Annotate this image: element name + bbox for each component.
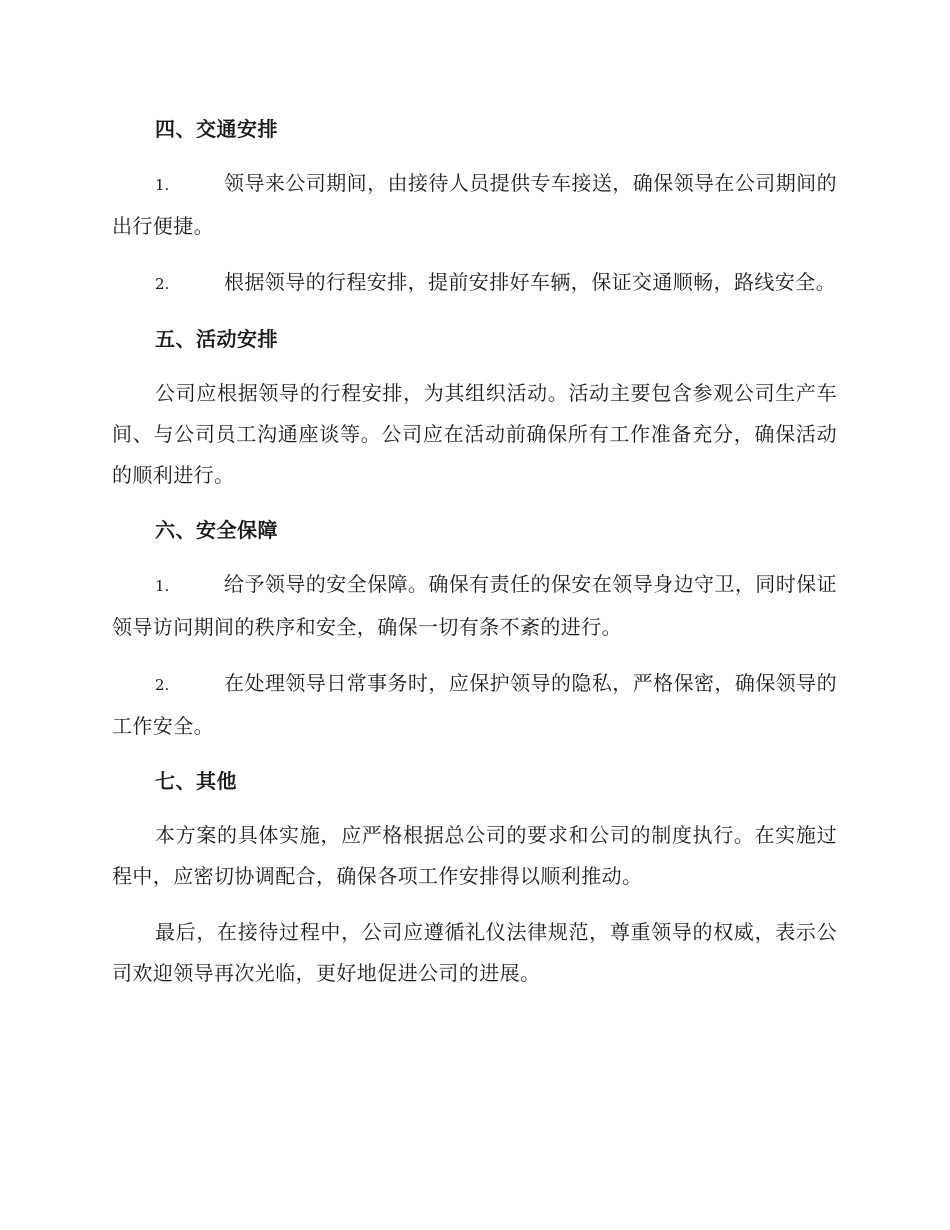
section-heading-other: 七、其他	[155, 769, 237, 793]
section-heading-activities: 五、活动安排	[155, 327, 278, 351]
list-item	[112, 262, 837, 305]
paragraph: 公司应根据领导的行程安排，为其组织活动。活动主要包含参观公司生产车间、与公司员工沟通座谈等。公司应在活动前确保所有工作准备充分，确保活动的顺利进行。	[112, 381, 837, 487]
paragraph: 本方案的具体实施，应严格根据总公司的要求和公司的制度执行。在实施过程中，应密切协调配合，确保各项工作安排得以顺利推动。	[112, 823, 837, 888]
list-number: 2.	[155, 676, 170, 694]
list-number: 1.	[155, 577, 170, 595]
section-heading-transport: 四、交通安排	[155, 117, 278, 141]
paragraph: 最后，在接待过程中，公司应遵循礼仪法律规范，尊重领导的权威，表示公司欢迎领导再次光临，更好地促进公司的进展。	[112, 920, 837, 985]
list-item-text: 领导来公司期间，由接待人员提供专车接送，确保领导在公司期间的出行便捷。	[112, 171, 837, 238]
list-item	[112, 163, 837, 247]
list-item	[112, 564, 837, 648]
list-item	[112, 663, 837, 747]
list-item-text: 在处理领导日常事务时，应保护领导的隐私，严格保密，确保领导的工作安全。	[112, 671, 837, 738]
list-number: 2.	[155, 275, 170, 293]
section-heading-security: 六、安全保障	[155, 518, 278, 542]
list-item-text: 给予领导的安全保障。确保有责任的保安在领导身边守卫，同时保证领导访问期间的秩序和安全，确保一切有条不紊的进行。	[112, 572, 837, 639]
list-item-text: 根据领导的行程安排，提前安排好车辆，保证交通顺畅，路线安全。	[224, 270, 836, 294]
document-body	[112, 110, 837, 1009]
list-number: 1.	[155, 176, 170, 194]
